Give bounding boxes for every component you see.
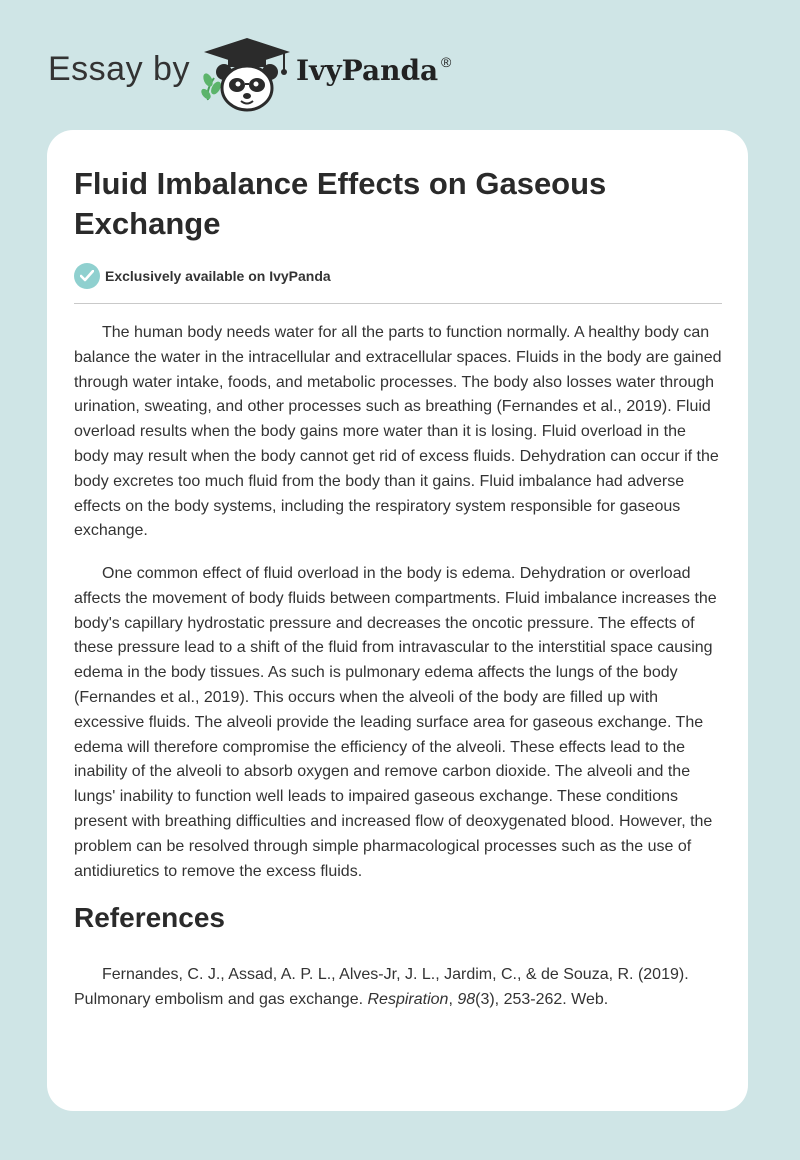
- panda-logo-icon[interactable]: [200, 36, 294, 112]
- reference-volume: 98: [457, 990, 476, 1008]
- reference-entry: [74, 963, 722, 1013]
- exclusive-badge-label: Exclusively available on IvyPanda: [105, 268, 331, 284]
- body-paragraph: The human body needs water for all the parts to function normally. A healthy body can balance the water in the intracellular and extracellular spaces. Fluids in the body are gained through water intake, foods, and metabolic processes. The body also losses water through urination, sweating, and other processes such as breathing (Fernandes et al., 2019). Fluid overload results when the body gains more water than it is losing. Fluid overload in the body may result when the body cannot get rid of excess fluids. Dehydration can occur if the body excretes too much fluid from the body than it gains. Fluid imbalance had adverse effects on the body systems, including the respiratory system responsible for gaseous exchange.: [74, 324, 722, 540]
- reference-authors: Fernandes, C. J., Assad, A. P. L., Alves-Jr, J. L., Jardim, C., & de Souza, R. (2019). Pulmonary embolism and gas exchange.: [74, 966, 689, 1008]
- site-header: [0, 0, 800, 120]
- reference-separator: ,: [448, 990, 458, 1008]
- reference-journal: Respiration: [367, 990, 449, 1008]
- divider: [74, 303, 722, 304]
- brand-name[interactable]: IvyPanda: [296, 54, 439, 87]
- reference-details: (3), 253-262. Web.: [475, 990, 609, 1008]
- body-paragraph: One common effect of fluid overload in the body is edema. Dehydration or overload affects the movement of body fluids between compartments. Fluid imbalance increases the body's capillary hydrostatic pressure and decreases the oncotic pressure. The effects of these pressure lead to a shift of the fluid from intravascular to the interstitial space causing edema in the body tissues. As such is pulmonary edema affects the lungs of the body (Fernandes et al., 2019). This occurs when the alveoli of the body are filled up with excessive fluids. The alveoli provide the leading surface area for gaseous exchange. The edema will therefore compromise the efficiency of the alveoli. These effects lead to the inability of the alveoli to absorb oxygen and remove carbon dioxide. The alveoli and the lungs' inability to function well leads to impaired gaseous exchange. These conditions present with breathing difficulties and increased flow of deoxygenated blood. However, the problem can be resolved through simple pharmacological processes such as the use of antidiuretics to remove the excess fluids.: [74, 565, 717, 880]
- essay-by-label: Essay by: [48, 50, 190, 88]
- checkmark-icon: [74, 263, 100, 289]
- references-heading: References: [74, 902, 225, 933]
- page-title: Fluid Imbalance Effects on Gaseous Exchange: [74, 166, 607, 241]
- registered-mark: ®: [441, 54, 452, 70]
- essay-card: [47, 130, 748, 1111]
